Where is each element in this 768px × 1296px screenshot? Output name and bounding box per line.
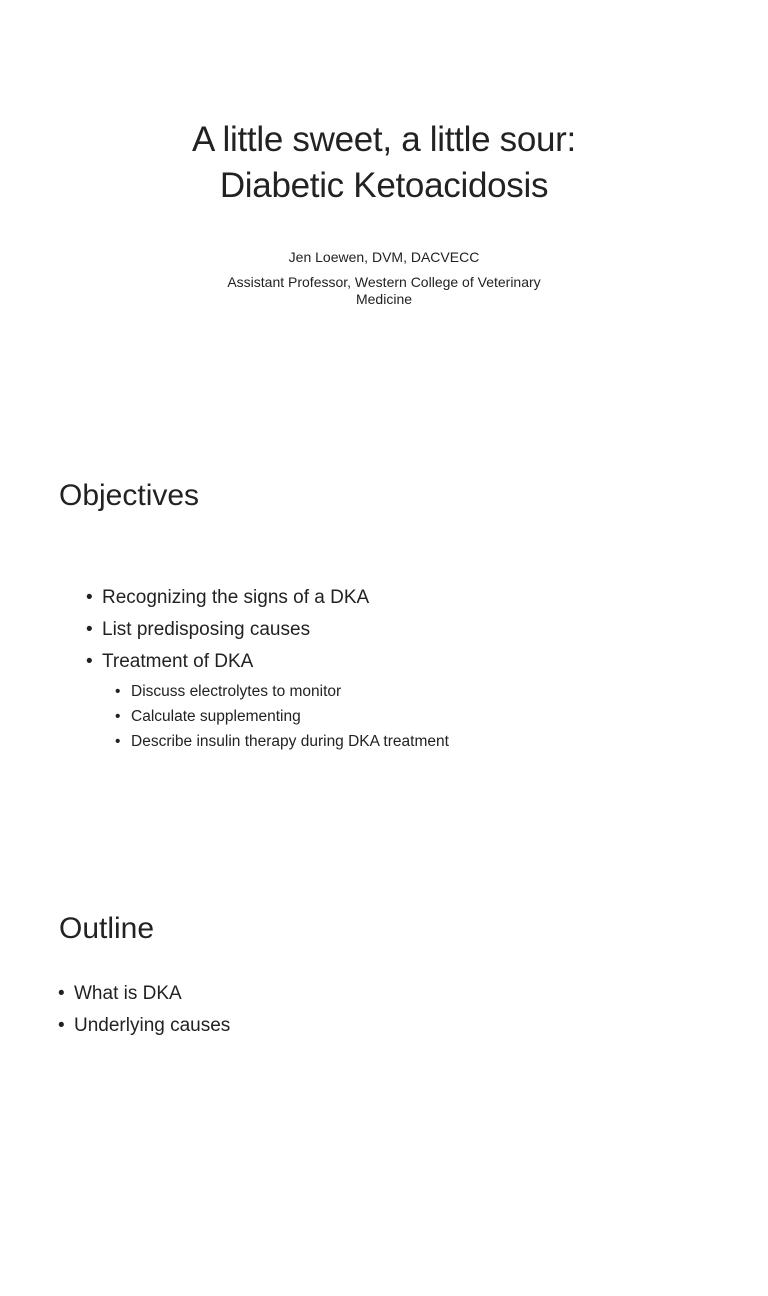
list-item: • Underlying causes: [58, 1015, 230, 1047]
list-item: • Recognizing the signs of a DKA: [86, 587, 449, 619]
sub-list-item: • Discuss electrolytes to monitor: [115, 683, 449, 708]
list-item: • Treatment of DKA: [86, 651, 449, 683]
title-slide: [0, 0, 768, 432]
objectives-heading: Objectives: [59, 479, 200, 512]
sub-list-item: • Describe insulin therapy during DKA treatment: [115, 733, 449, 758]
objectives-list: [86, 587, 449, 758]
outline-list: [58, 983, 230, 1047]
sub-list-item: • Calculate supplementing: [115, 708, 449, 733]
title-line-1: A little sweet, a little sour:: [192, 120, 576, 159]
author-affiliation: [184, 274, 584, 308]
outline-heading: Outline: [59, 912, 155, 945]
author-name: Jen Loewen, DVM, DACVECC: [288, 249, 480, 265]
presentation-title: [0, 117, 768, 209]
affiliation-line-2: Medicine: [355, 291, 413, 307]
outline-slide: [0, 864, 768, 1296]
list-item: • What is DKA: [58, 983, 230, 1015]
objectives-slide: [0, 432, 768, 864]
affiliation-line-1: Assistant Professor, Western College of Veterinary: [227, 274, 541, 290]
title-line-2: Diabetic Ketoacidosis: [219, 166, 549, 205]
list-item: • List predisposing causes: [86, 619, 449, 651]
